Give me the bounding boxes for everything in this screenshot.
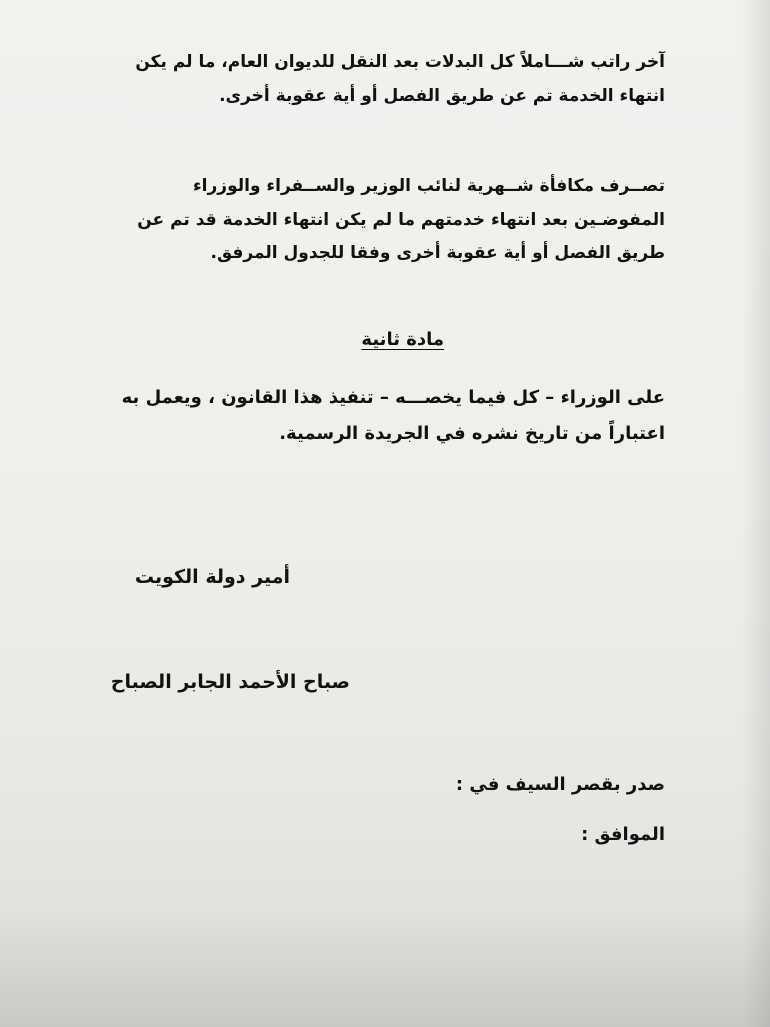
- paragraph-2-line-2: المفوضـين بعد انتهاء خدمتهم ما لم يكن انتهاء الخدمة قد تم عن: [137, 210, 665, 230]
- issued-place-line: صدر بقصر السيف في :: [455, 774, 665, 795]
- article-heading: مادة ثانية: [361, 329, 444, 350]
- paragraph-2-line-1: تصــرف مكافأة شــهرية لنائب الوزير والســفراء والوزراء: [192, 176, 665, 196]
- signature-title: أمير دولة الكويت: [134, 566, 290, 588]
- issued-date-line: الموافق :: [581, 824, 665, 845]
- paragraph-3-line-1: على الوزراء – كل فيما يخصـــه – تنفيذ هذا القانون ، ويعمل به: [121, 387, 665, 408]
- paragraph-2-line-3: طريق الفصل أو أية عقوبة أخرى وفقا للجدول المرفق.: [210, 243, 665, 263]
- paragraph-1-line-2: انتهاء الخدمة تم عن طريق الفصل أو أية عقوبة أخرى.: [219, 86, 665, 106]
- paragraph-3-line-2: اعتباراً من تاريخ نشره في الجريدة الرسمية.: [279, 423, 665, 444]
- paragraph-1-line-1: آخر راتب شـــاملاً كل البدلات بعد النقل للديوان العام، ما لم يكن: [135, 52, 665, 72]
- signature-name: صباح الأحمد الجابر الصباح: [110, 671, 350, 693]
- page-bottom-shadow: [0, 907, 770, 1027]
- page-edge-shadow: [742, 0, 770, 1027]
